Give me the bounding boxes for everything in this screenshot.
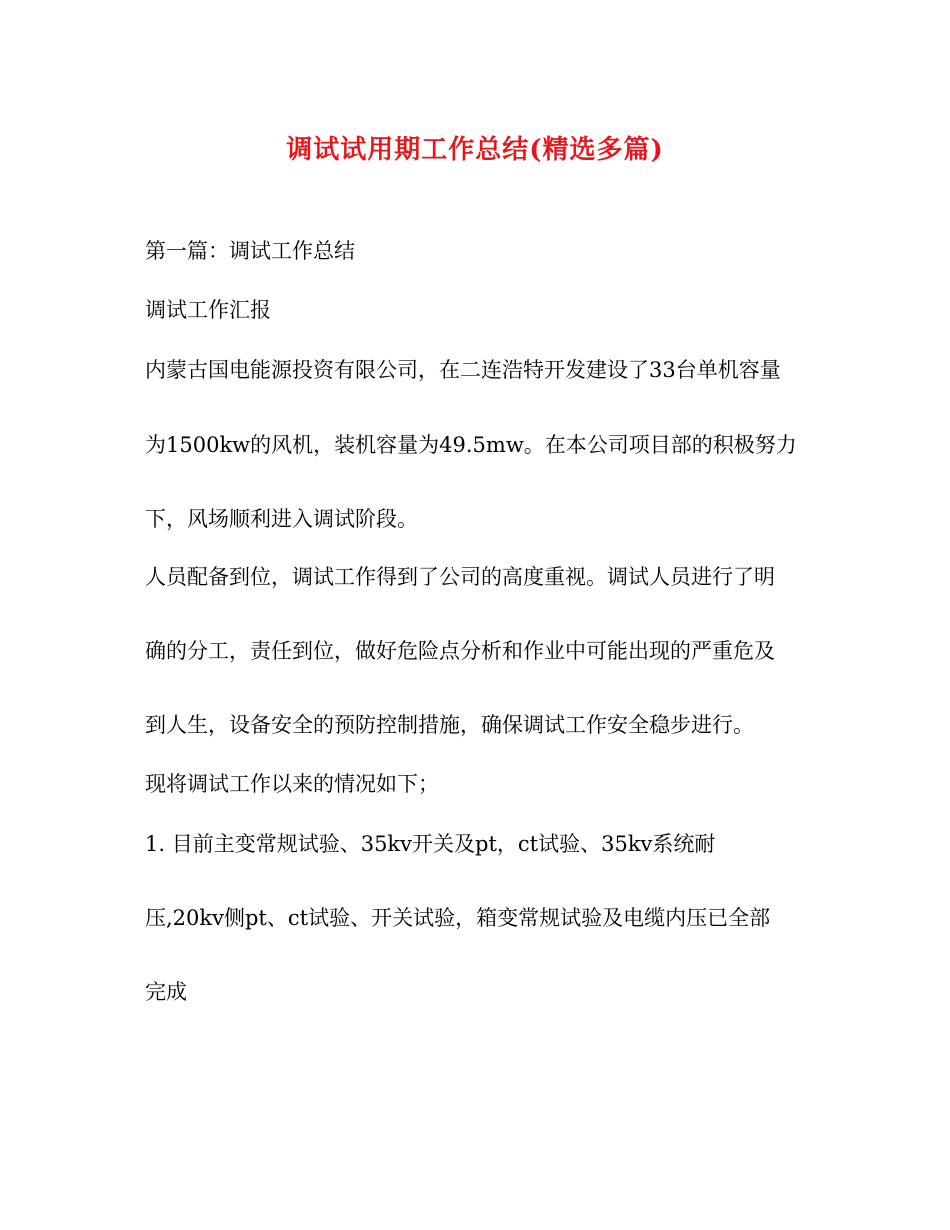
- list-item-line: 压,20kv侧pt、ct试验、开关试验，箱变常规试验及电缆内压已全部: [145, 906, 771, 930]
- list-item-line: 1. 目前主变常规试验、35kv开关及pt，ct试验、35kv系统耐: [145, 832, 716, 856]
- section-heading: 第一篇：调试工作总结: [145, 239, 355, 263]
- paragraph-line: 内蒙古国电能源投资有限公司，在二连浩特开发建设了33台单机容量: [145, 358, 781, 382]
- document-title: 调试试用期工作总结(精选多篇): [286, 135, 664, 165]
- paragraph-line: 为1500kw的风机，装机容量为49.5mw。在本公司项目部的积极努力: [145, 433, 797, 457]
- paragraph-line: 下，风场顺利进入调试阶段。: [145, 507, 418, 531]
- subheading: 调试工作汇报: [145, 298, 271, 322]
- paragraph-line: 确的分工，责任到位，做好危险点分析和作业中可能出现的严重危及: [145, 639, 775, 663]
- paragraph-line: 现将调试工作以来的情况如下；: [145, 772, 439, 796]
- paragraph-line: 人员配备到位，调试工作得到了公司的高度重视。调试人员进行了明: [145, 565, 775, 589]
- paragraph-line: 到人生，设备安全的预防控制措施，确保调试工作安全稳步进行。: [145, 713, 754, 737]
- list-item-line: 完成: [145, 980, 187, 1004]
